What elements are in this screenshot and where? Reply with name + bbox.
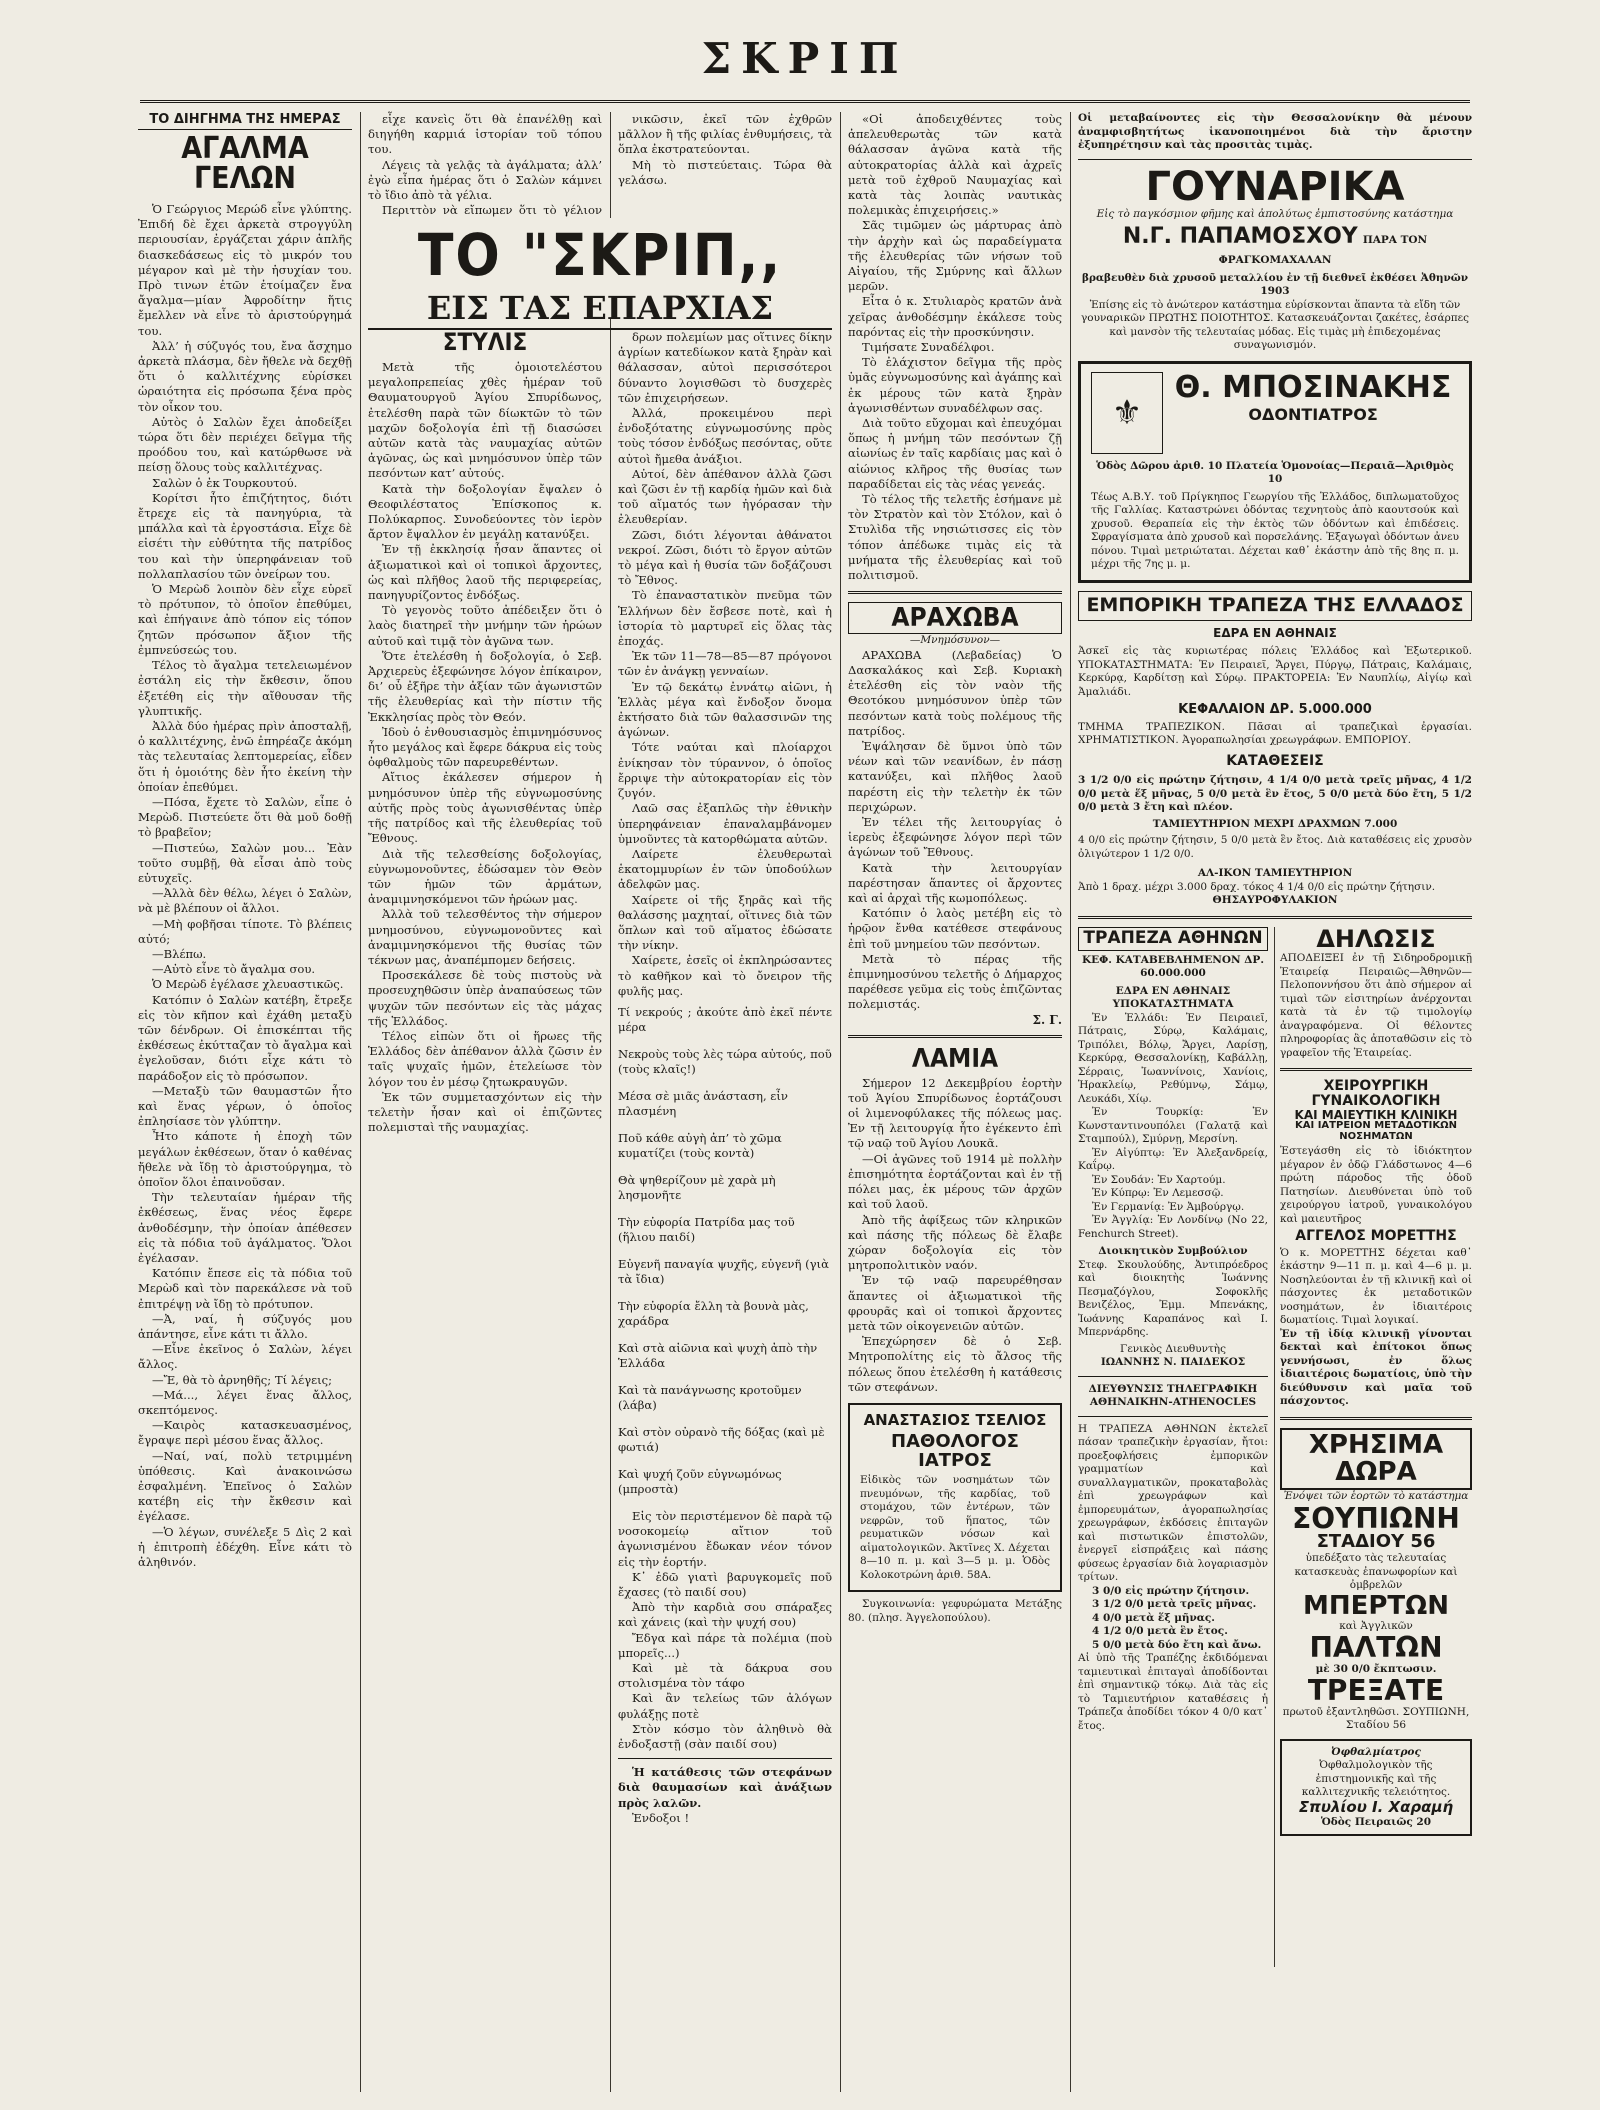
section-arachova-sub: —Μνημόσυνον—	[909, 634, 1001, 647]
paragraph: —Βλέπω.	[152, 946, 207, 961]
paragraph: Ἀλλὰ τοῦ τελεσθέντος τὴν σήμερον μνημοσύνου, εὐγνωμονοῦντες καὶ ἀναμιμνησκόμενοι τῆς θυσίας τῶν τέκνων μας, ἀναπέμπομεν δεήσεις.	[368, 907, 602, 967]
paragraph: Κατόπιν ἔπεσε εἰς τὰ πόδια τοῦ Μερὼδ καὶ τὸν παρεκάλεσε νὰ τοῦ ἐπιτρέψῃ νὰ ἴδῃ τὸ πρότυπον.	[138, 1266, 352, 1311]
ad-athens-bank-capital: ΚΕΦ. ΚΑΤΑΒΕΒΛΗΜΕΝΟΝ ΔΡ. 60.000.000	[1082, 953, 1264, 980]
paragraph: Θὰ ψηθερίζουν μὲ χαρὰ μὴ λησμονῆτε	[618, 1172, 776, 1203]
section-arachova-body	[848, 648, 1062, 1013]
ad-athens-bank-title: ΤΡΑΠΕΖΑ ΑΘΗΝΩΝ	[1078, 927, 1268, 951]
paragraph: Ἀλλά, προκειμένου περὶ ἐνδοξότατης εὐγνωμοσύνης πρὸς τοὺς τόσον ἐνδόξως πεσόντας, οὔτε αὐτοὶ ἤμεθα ἀνάξιοι.	[618, 406, 832, 466]
paragraph: Ἐν Σουδάν: Ἐν Χαρτούμ.	[1092, 1173, 1226, 1186]
paragraph: Εὐγενῆ παναγία ψυχῆς, εὐγενῆ (γιὰ τὰ ἴδια)	[618, 1256, 829, 1287]
column-3-top	[618, 112, 832, 212]
paragraph: Κατόπιν ὁ Σαλὼν κατέβη, ἔτρεξε εἰς τὸν κῆπον καὶ ἐχάθη μεταξὺ τῶν δένδρων. Οἱ ἐπισκέπται τῆς ἐκθέσεως ἐκύτταζαν τὸ ἄγαλμα καὶ ἐγελοῦσαν, διότι εἶχε κάτι τὸ παράδοξον εἰς τὸ πρόσωπον.	[138, 992, 352, 1083]
column-rule	[360, 112, 361, 2092]
paragraph: Ἐν Τουρκίᾳ: Ἐν Κωνσταντινουπόλει (Γαλατᾷ καὶ Σταμπούλ), Σμύρνῃ, Μερσίνη.	[1078, 1106, 1268, 1146]
paragraph: Ὅτε ἐτελέσθη ἡ δοξολογία, ὁ Σεβ. Ἀρχιερεὺς ἐξεφώνησε λόγον ἐπίκαιρον, δι’ οὗ ἐξῆρε τὴν ἀξίαν τῶν ἀγωνιστῶν τῆς ἐλευθερίας καὶ τὴν πίστιν τῆς Ἐκκλησίας πρὸς τὸν Θεόν.	[368, 648, 602, 724]
ad-bank-savings2-footer: ΘΗΣΑΥΡΟΦΥΛΑΚΙΟΝ	[1212, 894, 1338, 907]
ad-doctor-body: Εἰδικὸς τῶν νοσημάτων τῶν πνευμόνων, τῆς καρδίας, τοῦ στομάχου, τῶν ἐντέρων, τῶν νεφρῶν, τοῦ ἥπατος, τῶν ρευματικῶν νόσων καὶ αἱματολογικῶν. Ἀκτῖνες Χ. Δέχεται 8—10 π. μ. καὶ 3—5 μ. μ. Ὁδὸς Κολοκοτρώνη ἀριθ. 58Α.	[860, 1474, 1050, 1581]
paragraph: —Μά..., λέγει ἕνας ἄλλος, σκεπτόμενος.	[138, 1387, 352, 1418]
ad-athens-bank-seat: ΕΔΡΑ ΕΝ ΑΘΗΝΑΙΣ	[1115, 984, 1231, 997]
poem-continued	[618, 1509, 832, 1752]
ad-gifts-cta: ΤΡΕΞΑΤΕ	[1307, 1674, 1445, 1708]
ad-gounarika	[1078, 163, 1472, 353]
paragraph: —Μὴ φοβῆσαι τίποτε. Τὸ βλέπεις αὐτό;	[138, 916, 352, 946]
story-continuation	[848, 112, 1062, 583]
ad-clinic-body2: Ὁ κ. ΜΟΡΕΤΤΗΣ δέχεται καθ᾽ ἑκάστην 9—11 π. μ. καὶ 4—6 μ. μ. Νοσηλεύονται ἐν τῇ κλινικῇ καὶ οἱ πάσχοντες ἐκ μεταδοτικῶν νοσημάτων, ἐν ἰδιαιτέροις δωματίοις. Τιμαὶ λογικαί.	[1280, 1246, 1472, 1327]
ad-gifts-title: ΧΡΗΣΙΜΑ ΔΩΡΑ	[1280, 1428, 1472, 1491]
column-rule	[610, 112, 611, 2092]
paragraph: Ἐν τῇ ἐκκλησίᾳ ἦσαν ἅπαντες οἱ ἀξιωματικοὶ καὶ οἱ τοπικοὶ ἄρχοντες, ὡς καὶ πλῆθος λαοῦ τῆς περιφερείας, πανηγυρίζοντος ἐνδόξως.	[368, 542, 602, 603]
ad-bank-body: Ἀσκεῖ εἰς τὰς κυριωτέρας πόλεις Ἑλλάδος καὶ Ἐξωτερικοῦ. ΥΠΟΚΑΤΑΣΤΗΜΑΤΑ: Ἐν Πειραιεῖ, Ἄργει, Πύργῳ, Πάτραις, Καλάμαις, Κερκύρᾳ, Καρδίτσῃ καὶ Σύρῳ. ΠΡΑΚΤΟΡΕΙΑ: Ἐν Ναυπλίῳ, Αἰγίῳ καὶ Ἀμαλιάδι.	[1078, 645, 1472, 698]
ad-athens-bank-body2: Αἱ ὑπὸ τῆς Τραπέζης ἐκδιδόμεναι ταμιευτικαὶ ἐπιταγαὶ ἀποδίδονται ἐπὶ σημαντικῷ τόκῳ. Διὰ τὰς εἰς τὸ Ταμιευτήριον καταθέσεις ἡ Τράπεζα ἀποδίδει τόκον 4 0/0 κατ᾽ ἔτος.	[1078, 1652, 1268, 1732]
paragraph: δρων πολεμίων μας οἵτινες δίκην ἀγρίων κατεδίωκον κατὰ ξηρὰν καὶ θάλασσαν, αὐτοὶ περισσότεροι δύναντο λογισθῶσι τὸ δυσχερὲς τῶν ἐπιχειρήσεων.	[618, 330, 832, 405]
paragraph: 3 1/2 0/0 μετὰ τρεῖς μῆνας.	[1092, 1598, 1257, 1611]
paragraph: Ἐν Κύπρῳ: Ἐν Λεμεσσῷ.	[1092, 1187, 1224, 1200]
ad-dilosis-title: ΔΗΛΩΣΙΣ	[1316, 924, 1436, 953]
poem	[618, 1047, 832, 1497]
paragraph: Ὁ Μερὼδ λοιπὸν δὲν εἶχε εὑρεῖ τὸ πρότυπον, τὸ ὁποῖον ἐπεθύμει, καὶ ἐπήγαινε ἀπὸ τόπον εἰς τόπον ζητῶν πρόσωπον ἄξιον τῆς ἐμπνεύσεώς του.	[138, 582, 352, 657]
column-rule	[1070, 112, 1071, 2092]
ad-bank-capital: ΚΕΦΑΛΑΙΟΝ ΔΡ. 5.000.000	[1178, 702, 1372, 718]
ad-eye-address: Ὁδὸς Πειραιῶς 20	[1320, 1815, 1432, 1828]
ad-doctor	[848, 1403, 1062, 1593]
ad-bank-title: ΕΜΠΟΡΙΚΗ ΤΡΑΠΕΖΑ ΤΗΣ ΕΛΛΑΔΟΣ	[1078, 591, 1472, 621]
ad-athens-bank-director: ΙΩΑΝΝΗΣ Ν. ΠΑΙΔΕΚΟΣ	[1100, 1356, 1246, 1369]
ad-bank	[1078, 591, 1472, 908]
story-kicker: ΤΟ ΔΙΗΓΗΜΑ ΤΗΣ ΗΜΕΡΑΣ	[138, 112, 352, 130]
ad-dentist-body: Τέως Α.Β.Υ. τοῦ Πρίγκηπος Γεωργίου τῆς Ἑλλάδος, διπλωματοῦχος τῆς Γαλλίας. Καταστρώνει ὀδόντας τεχνητοὺς ἀπὸ καουτσούκ καὶ χρυσοῦ. Θεραπεία εἰς τὴν ἐκτὸς τῶν ὀδόντων καὶ ἐπιδέσεις. Σφραγίσματα ἀπὸ χρυσοῦ καὶ πορσελάνης. Ἐξαγωγαὶ ὀδόντων ἀνευ πόνου. Τιμαὶ μετριώταται. Δέχεται καθ᾽ ἑκάστην ἀπὸ τῆς 8ης π. μ. μέχρι τῆς 7ης μ. μ.	[1091, 490, 1459, 571]
ad-athens-bank-telegraph-title: ΔΙΕΥΘΥΝΣΙΣ ΤΗΛΕΓΡΑΦΙΚΗ	[1088, 1382, 1258, 1395]
paragraph: Σαλὼν ὁ ἐκ Τουρκουτού.	[152, 475, 298, 490]
ad-bank-savings: ΤΑΜΙΕΥΤΗΡΙΟΝ ΜΕΧΡΙ ΔΡΑΧΜΩΝ 7.000	[1152, 817, 1398, 830]
column-5-ads	[1078, 112, 1472, 2092]
paragraph: Καὶ μὲ τὰ δάκρυα σου στολισμένα τὸν τάφο	[618, 1660, 832, 1691]
paragraph: Τὸ τέλος τῆς τελετῆς ἐσήμανε μὲ τὸν Στρατὸν καὶ τὸν Στόλον, καὶ ὁ Στυλὶδα τῆς νησιώτισσες εἰς τὸν τόπον ἀπέδωκε τιμὰς εἰς τὰ μνήματα τῆς ἐλευθερίας καὶ τοῦ πολιτισμοῦ.	[848, 492, 1062, 583]
paragraph: Λαίρετε ἐλευθερωταὶ ἑκατομμυρίων ἐν τῶν ὑποδούλων ἀδελφῶν μας.	[618, 846, 832, 892]
section-arachova: ΑΡΑΧΩΒΑ	[848, 602, 1062, 634]
ad-gifts-cta-note: πρωτοῦ ἐξαντληθῶσι. ΣΟΥΠΙΩΝΗ, Σταδίου 56	[1282, 1705, 1470, 1732]
story-continuation	[368, 112, 602, 234]
paragraph: Ἐν Ἀγγλίᾳ: Ἐν Λονδίνῳ (Νο 22, Fenchurch Street).	[1078, 1214, 1268, 1240]
paragraph: Χαίρετε οἱ τῆς ξηρᾶς καὶ τῆς θαλάσσης μαχηταί, οἵτινες διὰ τῶν ὅπλων καὶ τοῦ αἵματος ἐδώσατε τὴν νίκην.	[618, 892, 832, 953]
paragraph: Αὐτὸς ὁ Σαλὼν ἔχει ἀποδείξει τώρα ὅτι δὲν περιέχει δεῖγμα τῆς προόδου του, καὶ κατώρθωσε νὰ πείσῃ ὅλους τοὺς καλλιτέχνας.	[138, 414, 352, 475]
masthead	[140, 28, 1470, 103]
ad-doctor-name: ΑΝΑΣΤΑΣΙΟΣ ΤΣΕΛΙΟΣ	[863, 1410, 1047, 1429]
column-2	[368, 330, 602, 2090]
ad-gounarika-sub: Εἰς τὸ παγκόσμιον φῆμης καὶ ἀπολύτως ἐμπιστοσύνης κατάστημα	[1096, 207, 1454, 220]
ad-gifts-store: ΣΟΥΠΙΩΝΗ	[1292, 1501, 1460, 1535]
ad-gounarika-title: ΓΟΥΝΑΡΙΚΑ	[1145, 163, 1405, 210]
story-body	[138, 202, 352, 1570]
paragraph: Ἰδοὺ ὁ ἐνθουσιασμὸς ἐπιμνημόσυνος ἦτο μεγάλος καὶ ἔφερε δάκρυα εἰς τοὺς ὀφθαλμοὺς τῶν παρευρεθέντων.	[368, 724, 602, 770]
paragraph: Καὶ τὰ πανάγνωσης κροτοῦμεν (λάβα)	[618, 1382, 802, 1413]
paragraph: Περιττὸν νὰ εἴπωμεν ὅτι τὸ γέλιον	[382, 203, 602, 218]
paragraph: Κατὰ τὴν λειτουργίαν παρέστησαν ἅπαντες οἱ ἄρχοντες καὶ αἱ ἀρχαὶ τῆς κωμοπόλεως.	[848, 860, 1062, 906]
paragraph: Ἐκ τῶν 11—78—85—87 πρόγονοι τῶν ἐν ἀνάγκῃ γενναίων.	[618, 649, 832, 679]
paragraph: Ἀλλ’ ἡ σύζυγός του, ἔνα ἄσχημο ἀρκετὰ πλάσμα, δὲν ἤθελε νὰ δεχθῇ ὅτι ὁ καλλιτέχνης εὑρίσκει ὡραιότητα εἰς πρόσωπα ξένα πρὸς τὸν οἶκον του.	[138, 338, 352, 414]
paragraph: Κ᾽ ἐδῶ γιατὶ βαρυγκομεῖς ποῦ ἔχασες (τὸ παιδί σου)	[618, 1569, 832, 1599]
ad-gounarika-brand: Ν.Γ. ΠΑΠΑΜΟΣΧΟΥ	[1122, 224, 1358, 249]
paragraph: —Αὐτὸ εἶνε τὸ ἄγαλμα σου.	[152, 962, 316, 977]
column-1	[138, 112, 352, 2092]
ad-eye-name: Σπυλίου Ι. Χαραμή	[1298, 1797, 1454, 1816]
paragraph: Ἐν τῷ ναῷ παρευρέθησαν ἅπαντες οἱ ἀξιωματικοὶ τῆς φρουρᾶς καὶ οἱ τοπικοὶ ἄρχοντες μετὰ τῶν οἰκογενειῶν αὐτῶν.	[848, 1273, 1062, 1333]
ad-bank-depts: ΤΜΗΜΑ ΤΡΑΠΕΖΙΚΟΝ. Πᾶσαι αἱ τραπεζικαὶ ἐργασίαι. ΧΡΗΜΑΤΙΣΤΙΚΟΝ. Ἀγοραπωλησίαι χρεωγράφων. ΕΜΠΟΡΙΟΥ.	[1078, 720, 1472, 747]
paragraph: Μὴ τὸ πιστεύεταις. Τώρα θὰ γελάσω.	[618, 157, 832, 187]
ad-gifts-item1: ΜΠΕΡΤΩΝ	[1302, 1590, 1450, 1621]
paragraph: εἶχε κανεὶς ὅτι θὰ ἐπανέλθῃ καὶ διηγήθη καρμιά ἱστορίαν τοῦ τόπου του.	[368, 112, 602, 157]
story-continuation	[618, 112, 832, 188]
ad-bank-savings2: Ἀπὸ 1 δραχ. μέχρι 3.000 δραχ. τόκος 4 1/4 0/0 εἰς πρώτην ζήτησιν.	[1078, 880, 1436, 893]
column-4	[848, 112, 1062, 2092]
bottom-note: Ἡ κατάθεσις τῶν στεφάνων διὰ θαυμασίων καὶ ἀνάξιων πρὸς λαλῶν.	[618, 1765, 832, 1810]
ad-athens-bank-deposits	[1078, 1585, 1268, 1653]
paragraph: Σήμερον 12 Δεκεμβρίου ἑορτὴν τοῦ Ἁγίου Σπυρίδωνος ἑορτάζουσι οἱ λιμενοφύλακες τῆς πόλεως μας. Ἐν τῇ λειτουργίᾳ ἦτο ἐγέκεντο ἐπὶ τῷ ναῷ τοῦ Ἁγίου Λουκᾶ.	[848, 1075, 1062, 1151]
paragraph: —Ὁ λέγων, συνέλεξε 5 Δὶς 2 καὶ ἡ ἐπιτροπὴ ἐδέχθη. Εἶνε κάτι τὸ ἀληθινόν.	[138, 1524, 352, 1570]
paragraph: Ἐν Αἰγύπτῳ: Ἐν Ἀλεξανδρείᾳ, Καΐρῳ.	[1078, 1146, 1268, 1173]
paragraph: Αὐτοί, δὲν ἀπέθανον ἀλλὰ ζῶσι καὶ ζῶσι ἐν τῇ καρδίᾳ ἡμῶν καὶ διὰ τοῦ αἵματός των ἠγόρασαν τὴν ἐλευθερίαν.	[618, 466, 832, 527]
column-3	[618, 330, 832, 2090]
paragraph: Προσεκάλεσε δὲ τοὺς πιστοὺς νὰ προσευχηθῶσιν ὑπὲρ ἀναπαύσεως τῶν ψυχῶν τῶν πεσόντων εἰς τὰς μάχας τῆς Ἑλλάδος.	[368, 968, 602, 1028]
ad-bank-deposits: 3 1/2 0/0 εἰς πρώτην ζήτησιν, 4 1/4 0/0 μετὰ τρεῖς μῆνας, 4 1/2 0/0 μετὰ ἕξ μῆνας, 5 0/0 μετὰ ἓν ἔτος, 5 0/0 μετὰ δύο ἔτη, 5 1/2 0/0 μετὰ 3 ἔτη καὶ πλέον.	[1078, 774, 1472, 814]
paragraph: —Οἱ ἀγῶνες τοῦ 1914 μὲ πολλὴν ἐπισημότητα ἑορτάζονται καὶ ἐν τῇ πόλει μας, ἐκ μέρους τῶν ἀρχῶν καὶ τοῦ λαοῦ.	[848, 1151, 1062, 1212]
paragraph: Τὴν εὐφορία Πατρίδα μας τοῦ (ἥλιου παιδί)	[618, 1214, 795, 1245]
paragraph: Εἶτα ὁ κ. Στυλιαρὸς κρατῶν ἀνὰ χεῖρας ἀνθοδέσμην ἐκάλεσε τοὺς παρόντας εἰς τὴν προσκύνησιν.	[848, 294, 1062, 339]
paragraph: Ἐψάλησαν δὲ ὕμνοι ὑπὸ τῶν νέων καὶ τῶν νεανίδων, ἐν πάσῃ κατανύξει, καὶ πλῆθος λαοῦ παρέστη εἰς τὴν τελετὴν ἐκ τῶν περιχώρων.	[848, 739, 1062, 814]
ad-gifts-sub: Ἐνόψει τῶν ἑορτῶν τὸ κατάστημα	[1283, 1490, 1469, 1503]
ad-gifts-street: ΣΤΑΔΙΟΥ 56	[1316, 1531, 1436, 1553]
paragraph: Διὰ τῆς τελεσθείσης δοξολογίας, εὐγνωμονοῦντες, ἐδώσαμεν τὸν Θεὸν τῶν ἡμῶν τῶν ἀρμάτων, ἀναμιμνησκόμενοι τῶν ἡρώων μας.	[368, 846, 602, 907]
ad-dentist-address: Ὁδὸς Δῶρου ἀριθ. 10 Πλατεία Ὁμονοίας—Περαιᾶ—Ἀριθμὸς 10	[1096, 459, 1454, 486]
signature: Σ. Γ.	[1032, 1012, 1062, 1027]
ad-dilosis-body: ΑΠΟΔΕΙΞΕΙ ἐν τῇ Σιδηροδρομικῇ Ἐταιρείᾳ Πειραιῶς—Ἀθηνῶν—Πελοποννήσου ὅτι ἀπὸ σήμερον αἱ τιμαὶ τῶν εἰσιτηρίων ἀνέρχονται κατὰ τὰ ἐν τῷ τιμολογίῳ ἀναγραφόμενα. Οἱ θέλοντες πληροφορίας ἂς ἀποταθῶσιν εἰς τὸ γραφεῖον τῆς Ἐταιρείας.	[1280, 952, 1472, 1059]
poem-intro: Τί νεκρούς ; ἀκούτε ἀπὸ ἐκεῖ πέντε μέρα	[618, 1004, 832, 1035]
paragraph: Διὰ τοῦτο εὔχομαι καὶ ἐπευχόμαι ὅπως ἡ μνήμη τῶν πεσόντων ζῇ αἰωνίως ἐν ταῖς καρδίαις μας καὶ ὁ αἰώνιος κλῆρος τῆς θυσίας των παραδίδεται εἰς τὰς νέας γενεάς.	[848, 416, 1062, 491]
paragraph: Νεκροὺς τοὺς λὲς τώρα αὐτούς, ποῦ (τοὺς κλαῖς!)	[618, 1046, 832, 1077]
ad-doctor-title: ΠΑΘΟΛΟΓΟΣ ΙΑΤΡΟΣ	[891, 1430, 1019, 1471]
paragraph: Τιμήσατε Συναδέλφοι.	[862, 340, 995, 355]
tooth-logo-icon: ⚜	[1091, 372, 1163, 454]
paragraph: Καὶ ἂν τελείως τῶν ἀλόγων φυλάξῃς ποτὲ	[618, 1691, 832, 1721]
banner	[368, 218, 832, 327]
paragraph: Ἀπὸ τὴν καρδιὰ σου σπάραξες καὶ χάνεις (καὶ τὴν ψυχή σου)	[618, 1600, 832, 1630]
column-rule	[840, 112, 841, 2092]
ad-top-text: Οἱ μεταβαίνοντες εἰς τὴν Θεσσαλονίκην θὰ μένουν ἀναμφισβητήτως ἱκανοποιημένοι διὰ τὴν ἄριστην ἐξυπηρέτησιν καὶ τὰς προσιτὰς τιμὰς.	[1078, 112, 1472, 151]
paragraph: Τέλος τὸ ἄγαλμα τετελειωμένον ἐστάλη εἰς τὴν ἔκθεσιν, ὅπου ἐξετέθη εἰς τὴν αἴθουσαν τῆς γλυπτικῆς.	[138, 658, 352, 718]
section-lamia: ΛΑΜΙΑ	[911, 1043, 999, 1074]
section-body	[368, 360, 602, 1135]
ad-clinic-sub2: ΚΑΙ ΙΑΤΡΕΙΟΝ ΜΕΤΑΔΟΤΙΚΩΝ ΝΟΣΗΜΑΤΩΝ	[1295, 1120, 1457, 1142]
ad-athens-bank-council-title: Διοικητικὸν Συμβούλιον	[1098, 1245, 1248, 1258]
masthead-title: ΣΚΡΙΠ	[701, 34, 909, 83]
paragraph: Μετὰ τῆς ὁμοιοτελέστου μεγαλοπρεπείας χθὲς ἡμέραν τοῦ Θαυματουργοῦ Ἁγίου Σπυρίδωνος, ἐτελέσθη παρὰ τῶν δίωκτῶν τὸ τῶν μαχῶν δοξολογία ἐπὶ τῇ διασώσει αὐτῶν κατὰ τὰς ναυμαχίας αὐτῶν ἀγῶνας, ὡς καὶ μνημόσυνον ὑπὲρ τῶν πεσόντων κατ’ αὐτούς.	[368, 360, 602, 481]
ad-dentist	[1078, 361, 1472, 583]
paragraph: Καὶ στὸν οὐρανὸ τῆς δόξας (καὶ μὲ φωτιά)	[618, 1424, 825, 1455]
paragraph: —Μεταξὺ τῶν θαυμαστῶν ἦτο καὶ ἕνας γέρων, ὁ ὁποῖος ἐπλησίασε τὸν γλύπτην.	[138, 1083, 352, 1129]
ad-grid	[1078, 924, 1472, 1967]
paragraph: Ζῶσι, διότι λέγονται ἀθάνατοι νεκροί. Ζῶσι, διότι τὸ ἔργον αὐτῶν τὸ μέγα καὶ ἡ θυσία τῶν δοξάζουσι τὸ Ἔθνος.	[618, 527, 832, 588]
paragraph: Τὴν εὐφορία ἔλλη τὰ βουνὰ μὰς, χαράδρα	[618, 1298, 809, 1329]
paragraph: 5 0/0 μετὰ δύο ἔτη καὶ ἄνω.	[1092, 1638, 1262, 1651]
paragraph: Ἐπεχώρησεν δὲ ὁ Σεβ. Μητροπολίτης εἰς τὸ ἄλσος τῆς πόλεως ὅπου ἐτελέσθη ἡ κατάθεσις τῶν στεφάνων.	[848, 1334, 1062, 1394]
paragraph: Κατόπιν ὁ λαὸς μετέβη εἰς τὸ ἡρῷον ἔνθα κατέθεσε στεφάνους ἐπὶ τοῦ μνημείου τῶν πεσόντων.	[848, 906, 1062, 951]
ad-clinic-title: ΧΕΙΡΟΥΡΓΙΚΗ ΓΥΝΑΙΚΟΛΟΓΙΚΗ	[1311, 1078, 1441, 1109]
section-styliis: ΣΤΥΛΙΣ	[442, 328, 528, 356]
ad-athens-bank-branches-title: ΥΠΟΚΑΤΑΣΤΗΜΑΤΑ	[1112, 998, 1234, 1011]
ad-athens-bank-telegraph: ΑΘΗΝΑΙΚΗΝ-ATHENOCLES	[1089, 1396, 1257, 1409]
paragraph: —Ἀ, ναί, ἡ σύζυγός μου ἀπάντησε, εἶνε κάτι τι ἄλλο.	[138, 1311, 352, 1342]
paragraph: Τότε ναύται καὶ πλοίαρχοι ἐνίκησαν τὸν τύραννον, ὁ ὁποῖος ἔρριψε τὴν αὐτοκρατορίαν εἰς τὸν ζυγόν.	[618, 740, 832, 801]
column-2-top	[368, 112, 602, 218]
paragraph: —Καιρὸς κατασκευασμένος, ἔγραψε περὶ μέσου ἕνας ἄλλος.	[138, 1418, 352, 1448]
ad-athens-bank-branches	[1078, 1012, 1268, 1242]
section-body	[618, 330, 832, 999]
ad-gifts-item2-note: μὲ 30 0/0 ἔκπτωσιν.	[1315, 1662, 1437, 1675]
ad-eye-title: Ὀφθαλμίατρος	[1331, 1745, 1421, 1758]
ad-athens-bank	[1078, 927, 1268, 1733]
ad-gifts-item1-note: καὶ Ἀγγλικῶν	[1339, 1619, 1413, 1632]
paragraph: Τὸ ἐπαναστατικὸν πνεῦμα τῶν Ἑλλήνων δὲν ἔσβεσε ποτὲ, καὶ ἡ ἱστορία τὸ μαρτυρεῖ εἰς ὅλας τὰς ἐποχάς.	[618, 588, 832, 649]
ad-bank-savings-note: 4 0/0 εἰς πρώτην ζήτησιν, 5 0/0 μετὰ ἓν ἔτος. Διὰ καταθέσεις εἰς χρυσὸν ὀλιγώτερον 1 1/2 0/0.	[1078, 834, 1472, 860]
paragraph: Ἐν Ἑλλάδι: Ἐν Πειραιεῖ, Πάτραις, Σύρῳ, Καλάμαις, Τριπόλει, Βόλῳ, Ἄργει, Λαρίσῃ, Κερκύρᾳ, Θεσσαλονίκῃ, Καβάλλῃ, Σέρραις, Ἰωαννίνοις, Χανίοις, Ἡρακλείῳ, Ρεθύμνῳ, Σάμῳ, Λευκάδι, Χίῳ.	[1078, 1011, 1268, 1105]
paragraph: Τὴν τελευταίαν ἡμέραν τῆς ἐκθέσεως, ἕνας νέος ἔφερε ἀνθοδέσμην, τὴν ὁποίαν ἀπέθεσεν εἰς τὰ πόδια τοῦ ἀγάλματος. Ὅλοι ἐγέλασαν.	[138, 1190, 352, 1266]
paragraph: νικῶσιν, ἐκεῖ τῶν ἐχθρῶν μᾶλλον ἢ τῆς φιλίας ἐνθυμήσεις, τὰ ὅπλα ἐκστρατεύονται.	[618, 112, 832, 157]
paragraph: Τὸ ἐλάχιστον δεῖγμα τῆς πρὸς ὑμᾶς εὐγνωμοσύνης καὶ ἀγάπης καὶ ἐκ μέρους τῶν κατὰ ξηρὰν ἀγωνισθέντων συναδέλφων σας.	[848, 355, 1062, 415]
section-lamia-body	[848, 1076, 1062, 1395]
bottom-note-2: Ἐνδοξοι !	[632, 1810, 690, 1825]
ad-clinic-body: Ἐστεγάσθη εἰς τὸ ἰδιόκτητον μέγαρον ἐν ὁδῷ Γλάδστωνος 4—6 πρώτη πάροδος τῆς ὁδοῦ Πατησίων. Διευθύνεται ὑπὸ τοῦ χειρούργου ἰατροῦ, γυναικολόγου καὶ μαιευτῆρος	[1280, 1145, 1472, 1225]
ad-bank-savings2-title: ΑΛ-ΙΚΟΝ ΤΑΜΙΕΥΤΗΡΙΟΝ	[1197, 867, 1353, 880]
paragraph: Στὸν κόσμο τὸν ἀληθινὸ θὰ ἐνδοξαστῇ (σὰν παιδί σου)	[618, 1721, 832, 1751]
footer-note: Συγκοινωνία: γεφυρώματα Μετάξης 80. (πλησ. Ἀγγελοπούλου).	[848, 1598, 1062, 1624]
paragraph: —Πόσα, ἔχετε τὸ Σαλὼν, εἶπε ὁ Μερὼδ. Πιστεύετε ὅτι θὰ μοῦ δοθῇ τὸ βραβεῖον;	[138, 794, 352, 840]
ad-eye-body: Ὀφθαλμολογικὸν τῆς ἐπιστημονικῆς καὶ τῆς καλλιτεχνικῆς τελειότητος.	[1301, 1759, 1451, 1799]
paragraph: Καὶ ψυχή ζοῦν εὐγνωμόνως (μπροστὰ)	[618, 1466, 782, 1497]
paragraph: —Πιστεύω, Σαλὼν μου... Ἐὰν τοῦτο συμβῇ, θὰ εἶσαι ἀπὸ τοὺς εὐτυχεῖς.	[138, 840, 352, 885]
paragraph: Τέλος εἰπὼν ὅτι οἱ ἥρωες τῆς Ἑλλάδος δὲν ἀπέθανον ἀλλὰ ζῶσιν ἐν ταῖς ψυχαῖς ἡμῶν, ἐτελείωσε τὸν λόγον του ἐν μέσῳ ζητωκραυγῶν.	[368, 1028, 602, 1089]
paragraph: Μετὰ τὸ πέρας τῆς ἐπιμνημοσύνου τελετῆς ὁ Δήμαρχος παρέθεσε γεῦμα εἰς τοὺς ἐπιζῶντας πολεμιστάς.	[848, 951, 1062, 1012]
ad-athens-bank-body: Η ΤΡΑΠΕΖΑ ΑΘΗΝΩΝ ἐκτελεῖ πάσαν τραπεζικὴν ἐργασίαν, ἤτοι: προεξοφλήσεις ἐμπορικῶν γραμματίων καὶ συναλλαγματικῶν, προκαταβολὰς ἐπὶ χρεωγράφων καὶ ἐμπορευμάτων, ἀγοραπωλησίας χρεωγράφων, ἐκδόσεις ἐπιταγῶν καὶ πιστωτικῶν ἐπιστολῶν, ἐνεργεῖ εἰσπράξεις καὶ πάσης φύσεως ἐργασίαν διὰ λογαριασμὸν τρίτων.	[1078, 1422, 1268, 1584]
paragraph: —Εἶνε ἐκεῖνος ὁ Σαλὼν, λέγει ἄλλος.	[138, 1342, 352, 1372]
paragraph: Ἀλλὰ δύο ἡμέρας πρὶν ἀποσταλῇ, ὁ καλλιτέχνης, ἐνῶ ἐπηρέαζε ἀκόμη τὰς τελευταίας λεπτομερείας, εἶδεν ὅτι ἡ ὁμοιότης δὲν ἦτο ἐκείνη τὴν ὁποίαν ἐπεθύμει.	[138, 718, 352, 794]
banner-subhead: ΕΙΣ ΤΑΣ ΕΠΑΡΧΙΑΣ	[368, 292, 832, 330]
story-headline: ΑΓΑΛΜΑ ΓΕΛΩΝ	[181, 131, 309, 196]
ad-right-column	[1280, 924, 1472, 1836]
paragraph: Ἔδγα καὶ πάρε τὰ πολέμια (ποὺ μπορεῖς...)	[618, 1630, 832, 1660]
ad-gounarika-brand-note: ΠΑΡΑ ΤΟΝ ΦΡΑΓΚΟΜΑΧΑΛΑΝ	[1218, 234, 1428, 267]
paragraph: Ἐκ τῶν συμμετασχόντων εἰς τὴν τελετὴν ἦσαν καὶ οἱ ἐπιζῶντες πολεμισταὶ τῆς ναυμαχίας.	[368, 1089, 602, 1135]
paragraph: Τὸ γεγονὸς τοῦτο ἀπέδειξεν ὅτι ὁ λαὸς διατηρεῖ τὴν μνήμην τῶν ἡρώων αὐτοῦ καὶ τιμᾷ τὸν ἀγῶνα των.	[368, 603, 602, 648]
paragraph: Αἴτιος ἐκάλεσεν σήμερον ἡ μνημόσυνον ὑπὲρ τῆς εὐγνωμοσύνης αὐτῆς πρὸς τοὺς ἀγωνισθέντας ὑπὲρ τῆς πατρίδος καὶ τῆς ἐλευθερίας τοῦ Ἔθνους.	[368, 770, 602, 846]
paragraph: Εἰς τὸν περιστέμενον δὲ παρὰ τῷ νοσοκομείῳ αἴτιον τοῦ ἀγωνισμένου ἔδωκαν νέον τόνον εἰς τὴν ἑορτήν.	[618, 1508, 832, 1569]
ad-gounarika-body: Ἐπίσης εἰς τὸ ἀνώτερον κατάστημα εὑρίσκονται ἅπαντα τὰ εἴδη τῶν γουναρικῶν ΠΡΩΤΗΣ ΠΟΙΟΤΗΤΟΣ. Κατασκευάζονται ζακέτες, ἐσάρπες καὶ μανσὸν τῆς τελευταίας μόδας. Εἰς τιμὰς μὴ ἐπιδεχομένας συναγωνισμόν.	[1081, 298, 1469, 352]
paragraph: Ἐν τέλει τῆς λειτουργίας ὁ ἱερεὺς ἐξεφώνησε λόγον περὶ τῶν ἀγώνων τοῦ Ἔθνους.	[848, 815, 1062, 860]
ad-gifts-body: ὑπεδέξατο τὰς τελευταίας κατασκευὰς ἐπανωφορίων καὶ ὀμβρελῶν	[1294, 1552, 1458, 1592]
ad-gounarika-award: βραβευθὲν διὰ χρυσοῦ μεταλλίου ἐν τῇ διεθνεῖ ἐκθέσει Ἀθηνῶν 1903	[1081, 271, 1469, 298]
ad-clinic-sub: ΚΑΙ ΜΑΙΕΥΤΙΚΗ ΚΛΙΝΙΚΗ	[1294, 1107, 1458, 1122]
paragraph: 4 1/2 0/0 μετὰ ἓν ἔτος.	[1092, 1625, 1228, 1638]
banner-headline: ΤΟ "ΣΚΡΙΠ,,	[417, 221, 783, 289]
paragraph: Ὁ Γεώργιος Μερώδ εἶνε γλύπτης. Ἐπιδή δὲ ἔχει ἀρκετὰ στρογγύλη περιουσίαν, ἐργάζεται χάριν ἁπλῆς διασκεδάσεως εἰς τὸ μικρόν του μέγαρον καὶ μὲ τὴν ἡσυχίαν του. Πρὸ τινων ἐτῶν ἐτοίμαζεν ἔνα ἄγαλμα—μίαν Ἀφροδίτην ἥτις ἔμελλεν νὰ εἶνε τὸ ἀριστούργημά του.	[138, 202, 352, 338]
paragraph: Μέσα σὲ μιᾶς ἀνάσταση, εἶν πλασμένη	[618, 1088, 788, 1119]
paragraph: Ἀπὸ τῆς ἀφίξεως τῶν κληρικῶν καὶ πάσης τῆς πόλεως δὲ ἔλαβε χώραν δοξολογία εἰς τὸν μητροπολιτικὸν ναόν.	[848, 1212, 1062, 1273]
ad-eye	[1280, 1739, 1472, 1836]
paragraph: 3 0/0 εἰς πρώτην ζήτησιν.	[1092, 1584, 1250, 1597]
paragraph: «Οἱ ἀποδειχθέντες τοὺς ἀπελευθερωτὰς τῶν κατὰ θάλασσαν ἀγῶνα κατὰ τῆς αὐτοκρατορίας ἀλλὰ καὶ ἀχρεῖς μετὰ τοῦ ἐχθροῦ Ναυμαχίας καὶ κατὰ τὰς λοιπὰς ναυτικὰς πολεμικὰς ἐπιχειρήσεις.»	[848, 112, 1062, 218]
paragraph: —Ἔ, θὰ τὸ ἀρνηθῆς; Τί λέγεις;	[152, 1372, 333, 1387]
paragraph: —Ναί, ναί, πολὺ τετριμμένη ὑπόθεσις. Καὶ ἀνακοινώσω ἐσφαλμένη. Ἐπεῖνος ὁ Σαλὼν κατέβη εἰς τὴν ἔκθεσιν καὶ ἐγέλασε.	[138, 1448, 352, 1524]
paragraph: Ἐν Γερμανίᾳ: Ἐν Ἀμβούργῳ.	[1092, 1200, 1245, 1213]
ad-athens-bank-council: Στεφ. Σκουλούδης, Ἀντιπρόεδρος καὶ διοικητὴς Ἰωάννης Πεσμαζόγλου, Σοφοκλῆς Βενιζέλος, Ἐμμ. Μπενάκης, Ἰωάννης Καραπάνος καὶ Ι. Μπερνάρδης.	[1078, 1258, 1268, 1339]
ad-dentist-title: ΟΔΟΝΤΙΑΤΡΟΣ	[1248, 405, 1378, 425]
column-rule	[1274, 927, 1275, 1967]
paragraph: ΑΡΑΧΩΒΑ (Λεβαδείας) Ὁ Δασκαλάκος καὶ Σεβ. Κυριακὴ ἐτελέσθη εἰς τὸν ναὸν τῆς Θεοτόκου μνημόσυνον ὑπὲρ τῶν πεσόντων κατὰ τοὺς πολέμους τῆς πατρίδος.	[848, 647, 1062, 738]
paragraph: Κορίτσι ἦτο ἐπιζήτητος, διότι ἔτρεχε εἰς τὰ πανηγύρια, τὰ μπάλλα καὶ τὰ ἐργοστάσια. Εἶχε δὲ εἰσέτι τὴν εὐθύτητα τῆς πατρίδος του καὶ τὴν ὑπερηφάνειαν τοῦ πολλαπλασίου τῶν ὀνείρων του.	[138, 490, 352, 581]
paragraph: Χαίρετε, ἐσεῖς οἱ ἐκπληρώσαντες τὸ καθῆκον καὶ τὸ ὄνειρον τῆς φυλῆς μας.	[618, 953, 832, 998]
paragraph: Λέγεις τὰ γελᾷς τὰ ἀγάλματα; ἀλλ’ ἐγὼ εἶπα ἡμέρας ὅτι ὁ Σαλὼν κάμνει τὸ ἴδιο ἀπὸ τὰ γέλια.	[368, 157, 602, 203]
paragraph: Ἦτο κάποτε ἡ ἐποχὴ τῶν μεγάλων ἐκθέσεων, ὅταν ὁ καθένας ἤθελε νὰ ἴδῃ τὸ ἀριστούργημα, τὸ ὁποῖον ὅλοι ἐπαινοῦσαν.	[138, 1129, 352, 1189]
ad-clinic-doctor: ΑΓΓΕΛΟΣ ΜΟΡΕΤΤΗΣ	[1295, 1228, 1457, 1245]
paragraph: Σᾶς τιμῶμεν ὡς μάρτυρας ἀπὸ τὴν ἀρχὴν καὶ ὡς παραδείγματα τῆς ἐλευθερίας τῶν νήσων τοῦ Αἰγαίου, τῆς Σμύρνης καὶ ἄλλων μερῶν.	[848, 218, 1062, 294]
paragraph: Κατὰ τὴν δοξολογίαν ἔψαλεν ὁ Θεοφιλέστατος Ἐπίσκοπος κ. Πολύκαρπος. Συνοδεύοντες τὸν ἱερὸν ἄρτον ἔψαλλον ἐν μεγάλῃ κατανύξει.	[368, 481, 602, 542]
paragraph: Ὁ Μερὼδ ἐγέλασε χλευαστικῶς.	[152, 977, 344, 992]
paragraph: 4 0/0 μετὰ ἕξ μῆνας.	[1092, 1611, 1215, 1624]
ad-dentist-name: Θ. ΜΠΟΣΙΝΑΚΗΣ	[1174, 369, 1452, 405]
paragraph: Ἐν τῷ δεκάτῳ ἐννάτῳ αἰῶνι, ἡ Ἑλλὰς μέγα καὶ ἔνδοξον ὄνομα ἐκτήσατο διὰ τῶν θαλασσινῶν της ἀγώνων.	[618, 679, 832, 740]
paragraph: Καὶ στὰ αἰῶνια καὶ ψυχὴ ἀπὸ τὴν Ἑλλάδα	[618, 1340, 818, 1371]
ad-athens-bank-director-title: Γενικὸς Διευθυντὴς	[1120, 1342, 1226, 1355]
paragraph: Ποῦ κάθε αὐγὴ ἀπ’ τὸ χῶμα κυματίζει (τοὺς κοντὰ)	[618, 1130, 782, 1161]
ad-gifts-item2: ΠΑΛΤΩΝ	[1309, 1631, 1443, 1665]
paragraph: —Ἀλλὰ δὲν θέλω, λέγει ὁ Σαλὼν, νὰ μὲ βλέπουν οἱ ἄλλοι.	[138, 886, 352, 916]
paragraph: Λαῶ σας ἐξαπλῶς τὴν ἐθνικὴν ὑπερηφάνειαν ἐπαναλαμβάνομεν ὑμνοῦντες τὰ κατορθώματα αὐτῶν.	[618, 801, 832, 846]
ad-bank-seat: ΕΔΡΑ ΕΝ ΑΘΗΝΑΙΣ	[1213, 625, 1337, 640]
ad-clinic-body3: Ἐν τῇ ἰδίᾳ κλινικῇ γίνονται δεκταὶ καὶ ἐπίτοκοι ὅπως γεννήσωσι, ἐν ὅλως ἰδιαιτέροις δωματίοις, ὑπὸ τὴν διεύθυνσιν καὶ μαῖα τοῦ πάσχοντος.	[1280, 1327, 1472, 1408]
ad-bank-deposits-title: ΚΑΤΑΘΕΣΕΙΣ	[1226, 752, 1324, 769]
